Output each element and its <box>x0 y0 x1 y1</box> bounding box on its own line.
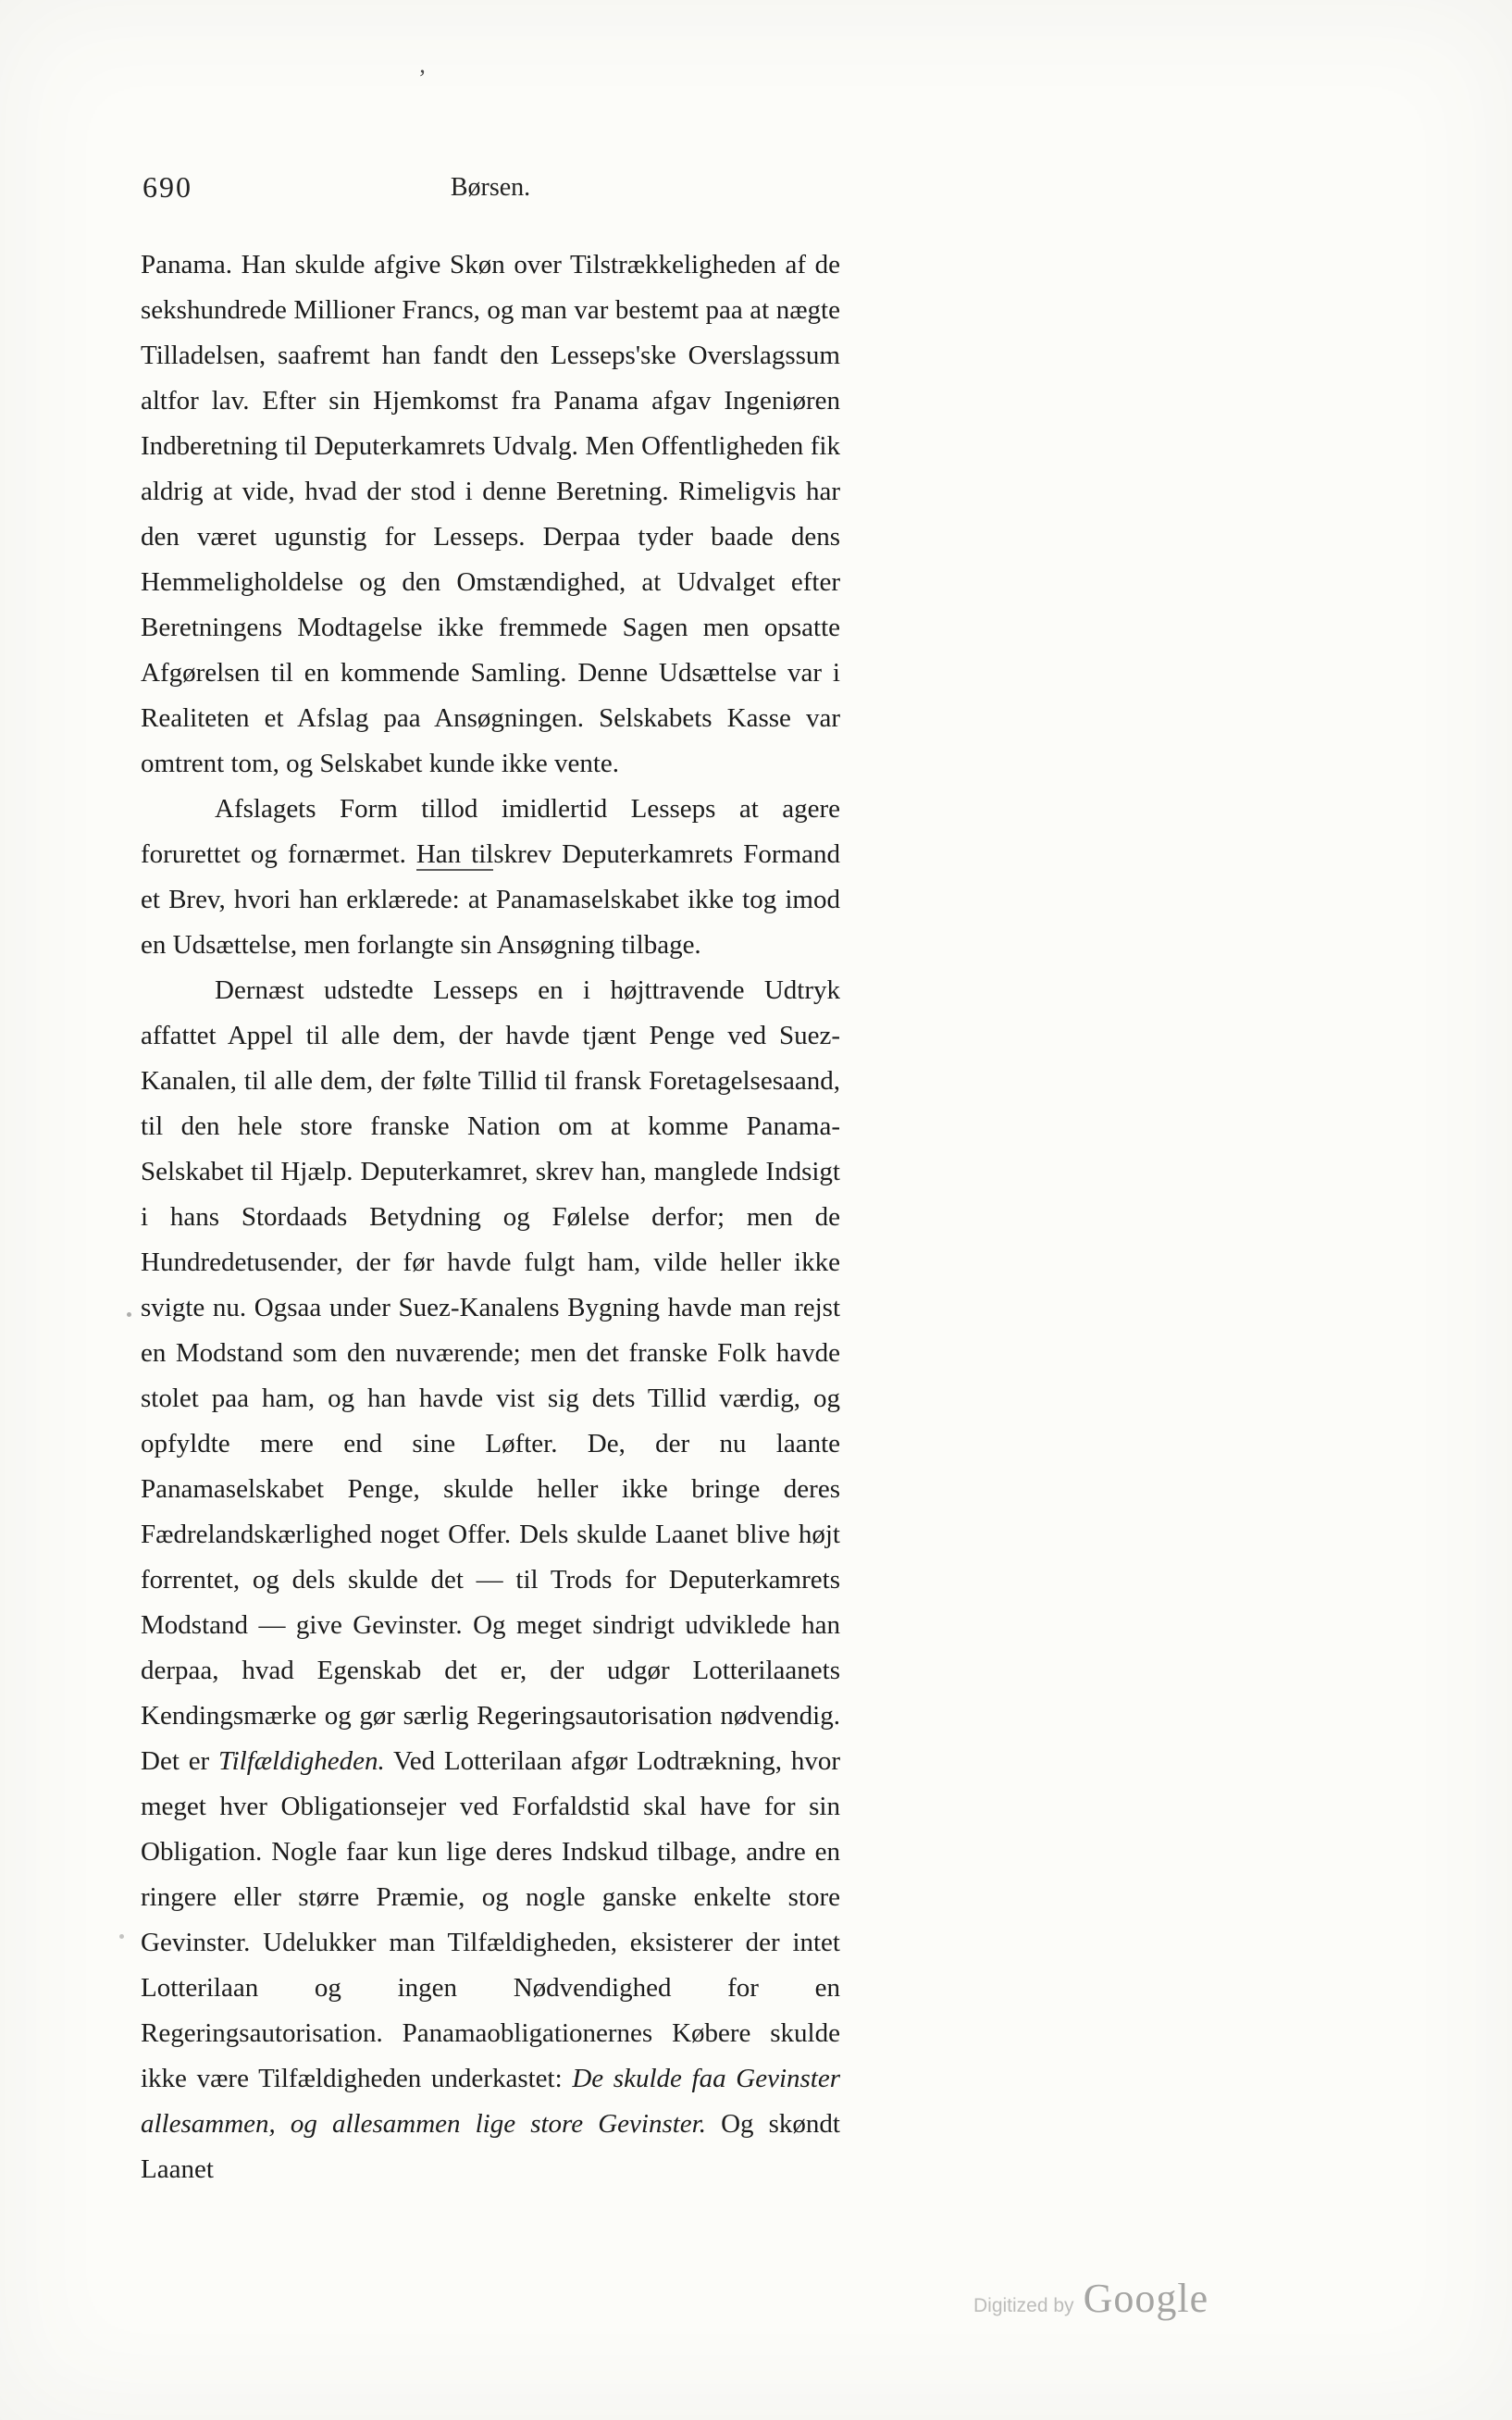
page-header <box>141 170 840 211</box>
text-run: Dernæst udstedte Lesseps en i højttravende Udtryk affattet Appel til alle dem, der havde tjænt Penge ved Suez-Kanalen, til alle dem, der følte Tillid til fransk Foretagelsesaand, til den hele store franske Nation om at komme Panama-Selskabet til Hjælp. Deputerkamret, skrev han, manglede Indsigt i hans Stordaads Betydning og Følelse derfor; men de Hundredetusender, der før havde fulgt ham, vilde heller ikke svigte nu. Ogsaa under Suez-Kanalens Bygning havde man rejst en Modstand som den nuværende; men det franske Folk havde stolet paa ham, og han havde vist sig dets Tillid værdig, og opfyldte mere end sine Løfter. De, der nu laante Panamaselskabet Penge, skulde heller ikke bringe deres Fædrelandskærlighed noget Offer. Dels skulde Laanet blive højt forrentet, og dels skulde det — til Trods for Deputerkamrets Modstand — give Gevinster. Og meget sindrigt udviklede han derpaa, hvad Egenskab det er, der udgør Lotterilaanets Kendingsmærke og gør særlig Regeringsautorisation nødvendig. Det er <box>141 975 840 1776</box>
text-run: Afslagets Form tillod imidlertid Lesseps at agere forurettet og fornærmet. <box>141 794 840 869</box>
text-run: Ved Lotterilaan afgør Lodtrækning, hvor meget hver Obligationsejer ved Forfaldstid skal have for sin Obligation. Nogle faar kun lige deres Indskud tilbage, andre en ringere eller større Præmie, og nogle ganske enkelte store Gevinster. Udelukker man Tilfældigheden, eksisterer der intet Lotterilaan og ingen Nødvendighed for en Regeringsautorisation. Panamaobligationernes Købere skulde ikke være Tilfældigheden underkastet: <box>141 1746 841 2093</box>
text-block <box>141 242 840 2192</box>
text-run: skrev Deputerkamrets Formand et Brev, hvori han erklærede: at Panamaselskabet ikke tog imod en Udsættelse, men forlangte sin Ansøgning tilbage. <box>141 839 841 960</box>
paragraph <box>141 242 840 787</box>
page-number: 690 <box>143 170 192 204</box>
scan-speck: ’ <box>418 65 427 92</box>
text-run: Panama. Han skulde afgive Skøn over Tilstrækkeligheden af de sekshundrede Millioner Francs, og man var bestemt paa at nægte Tilladelsen, saafremt han fandt den Lesseps'ske Overslagssum altfor lav. Efter sin Hjemkomst fra Panama afgav Ingeniøren Indberetning til Deputerkamrets Udvalg. Men Offentligheden fik aldrig at vide, hvad der stod i denne Beretning. Rimeligvis har den været ugunstig for Lesseps. Derpaa tyder baade dens Hemmeligholdelse og den Omstændighed, at Udvalget efter Beretningens Modtagelse ikke fremmede Sagen men opsatte Afgørelsen til en kommende Samling. Denne Udsættelse var i Realiteten et Afslag paa Ansøgningen. Selskabets Kasse var omtrent tom, og Selskabet kunde ikke vente. <box>141 250 840 778</box>
digitized-by-label: Digitized by <box>973 2295 1074 2316</box>
scan-speck <box>127 1312 131 1317</box>
paragraph <box>141 968 840 2192</box>
google-watermark: Google <box>1083 2276 1209 2321</box>
italic-text-run: De skulde faa Gevinster allesammen, og allesammen lige store Gevinster. <box>141 2064 841 2139</box>
text-run: Og skøndt Laanet <box>141 2109 840 2184</box>
text-run: Han til <box>415 839 494 869</box>
scan-footer <box>973 2275 1208 2322</box>
running-title: Børsen. <box>450 173 531 202</box>
paragraph <box>141 787 840 968</box>
scan-speck <box>119 1934 124 1939</box>
italic-text-run: Tilfældigheden. <box>218 1746 385 1776</box>
